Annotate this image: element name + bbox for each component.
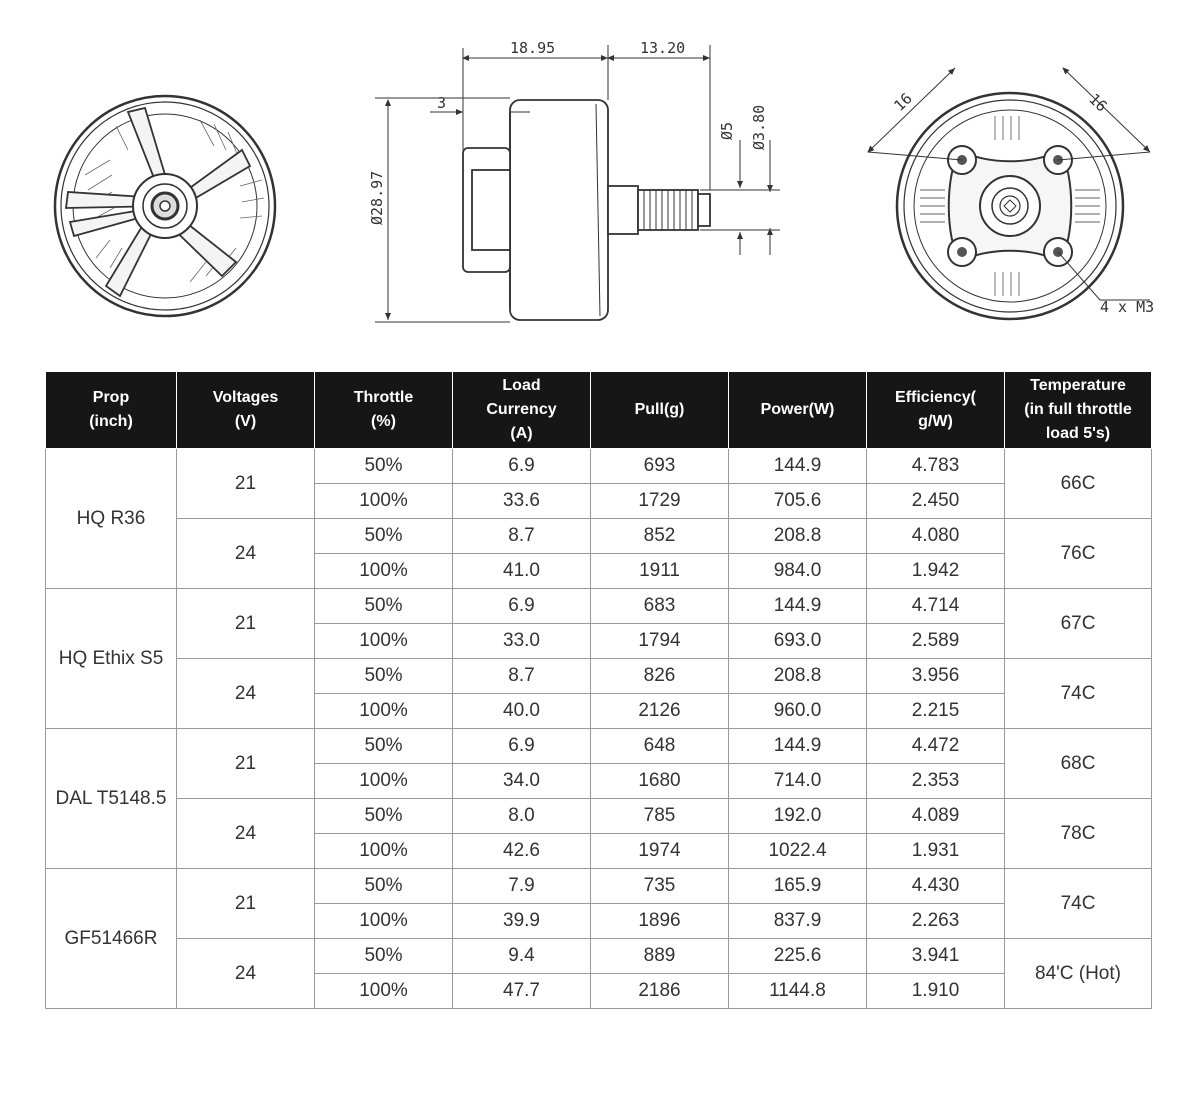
throttle-cell: 50% [315, 449, 453, 484]
table-body [46, 449, 1152, 1009]
header-throttle-line: Throttle [353, 389, 414, 406]
header-prop-line: (inch) [89, 413, 133, 430]
voltage-cell: 24 [177, 939, 315, 1009]
header-pull [591, 372, 729, 449]
dim-shaft-inner: Ø3.80 [750, 104, 768, 150]
throttle-cell: 50% [315, 659, 453, 694]
current-cell: 8.7 [453, 659, 591, 694]
power-cell: 705.6 [729, 484, 867, 519]
header-current [453, 372, 591, 449]
header-temperature-line: load 5's) [1045, 425, 1111, 442]
table-row [46, 869, 1152, 904]
pull-cell: 693 [591, 449, 729, 484]
voltage-cell: 21 [177, 729, 315, 799]
throttle-cell: 100% [315, 834, 453, 869]
motor-bottom-view [897, 93, 1123, 319]
motor-technical-drawings [0, 0, 1200, 350]
prop-cell: DAL T5148.5 [46, 729, 177, 869]
power-cell: 165.9 [729, 869, 867, 904]
dim-hole-spacing-b: 16 [1085, 89, 1111, 116]
temperature-cell: 67C [1005, 589, 1152, 659]
header-current-line: Currency [486, 401, 557, 418]
dim-length-a: 18.95 [510, 39, 556, 57]
efficiency-cell: 4.472 [867, 729, 1005, 764]
voltage-cell: 21 [177, 449, 315, 519]
throttle-cell: 100% [315, 974, 453, 1009]
power-cell: 984.0 [729, 554, 867, 589]
voltage-cell: 21 [177, 589, 315, 659]
header-prop [46, 372, 177, 449]
pull-cell: 2186 [591, 974, 729, 1009]
throttle-cell: 50% [315, 869, 453, 904]
power-cell: 192.0 [729, 799, 867, 834]
efficiency-cell: 4.783 [867, 449, 1005, 484]
temperature-cell: 74C [1005, 869, 1152, 939]
current-cell: 9.4 [453, 939, 591, 974]
table-row [46, 589, 1152, 624]
header-temperature-line: Temperature [1030, 377, 1126, 394]
current-cell: 34.0 [453, 764, 591, 799]
efficiency-cell: 1.931 [867, 834, 1005, 869]
pull-cell: 1896 [591, 904, 729, 939]
prop-cell: HQ R36 [46, 449, 177, 589]
power-cell: 960.0 [729, 694, 867, 729]
power-cell: 714.0 [729, 764, 867, 799]
pull-cell: 735 [591, 869, 729, 904]
current-cell: 7.9 [453, 869, 591, 904]
throttle-cell: 50% [315, 589, 453, 624]
dim-hole-spacing-a: 16 [890, 89, 916, 115]
power-cell: 1022.4 [729, 834, 867, 869]
efficiency-cell: 3.941 [867, 939, 1005, 974]
dim-length-b: 13.20 [640, 39, 686, 57]
pull-cell: 785 [591, 799, 729, 834]
power-cell: 1144.8 [729, 974, 867, 1009]
motor-test-table [45, 371, 1152, 1009]
header-power [729, 372, 867, 449]
efficiency-cell: 2.450 [867, 484, 1005, 519]
header-throttle [315, 372, 453, 449]
temperature-cell: 74C [1005, 659, 1152, 729]
throttle-cell: 100% [315, 554, 453, 589]
throttle-cell: 50% [315, 939, 453, 974]
efficiency-cell: 4.714 [867, 589, 1005, 624]
power-cell: 144.9 [729, 729, 867, 764]
throttle-cell: 100% [315, 764, 453, 799]
dim-screws: 4 x M3 [1100, 298, 1155, 316]
header-power-line: Power(W) [760, 401, 835, 418]
pull-cell: 1911 [591, 554, 729, 589]
header-temperature-line: (in full throttle [1024, 401, 1132, 418]
pull-cell: 826 [591, 659, 729, 694]
current-cell: 8.0 [453, 799, 591, 834]
power-cell: 208.8 [729, 519, 867, 554]
prop-cell: GF51466R [46, 869, 177, 1009]
efficiency-cell: 4.430 [867, 869, 1005, 904]
dim-diameter: Ø28.97 [368, 170, 386, 225]
efficiency-cell: 3.956 [867, 659, 1005, 694]
header-efficiency [867, 372, 1005, 449]
current-cell: 33.0 [453, 624, 591, 659]
header-current-line: (A) [510, 425, 533, 442]
efficiency-cell: 2.215 [867, 694, 1005, 729]
temperature-cell: 78C [1005, 799, 1152, 869]
table-row [46, 449, 1152, 484]
header-efficiency-line: Efficiency( [895, 389, 976, 406]
temperature-cell: 76C [1005, 519, 1152, 589]
efficiency-cell: 2.589 [867, 624, 1005, 659]
table-row [46, 799, 1152, 834]
pull-cell: 1974 [591, 834, 729, 869]
header-pull-line: Pull(g) [634, 401, 685, 418]
pull-cell: 648 [591, 729, 729, 764]
voltage-cell: 24 [177, 799, 315, 869]
power-cell: 144.9 [729, 449, 867, 484]
pull-cell: 852 [591, 519, 729, 554]
header-voltage-line: (V) [234, 413, 257, 430]
table-row [46, 519, 1152, 554]
current-cell: 42.6 [453, 834, 591, 869]
throttle-cell: 50% [315, 519, 453, 554]
throttle-cell: 100% [315, 904, 453, 939]
dim-shaft-outer: Ø5 [718, 121, 736, 140]
temperature-cell: 84'C (Hot) [1005, 939, 1152, 1009]
pull-cell: 1729 [591, 484, 729, 519]
temperature-cell: 66C [1005, 449, 1152, 519]
current-cell: 8.7 [453, 519, 591, 554]
header-voltage-line: Voltages [212, 389, 279, 406]
power-cell: 225.6 [729, 939, 867, 974]
temperature-cell: 68C [1005, 729, 1152, 799]
current-cell: 6.9 [453, 449, 591, 484]
throttle-cell: 100% [315, 694, 453, 729]
header-prop-line: Prop [92, 389, 130, 406]
power-cell: 208.8 [729, 659, 867, 694]
voltage-cell: 24 [177, 659, 315, 729]
dim-step: 3 [437, 94, 447, 112]
header-voltage [177, 372, 315, 449]
prop-cell: HQ Ethix S5 [46, 589, 177, 729]
power-cell: 693.0 [729, 624, 867, 659]
throttle-cell: 100% [315, 484, 453, 519]
current-cell: 6.9 [453, 589, 591, 624]
efficiency-cell: 4.080 [867, 519, 1005, 554]
voltage-cell: 24 [177, 519, 315, 589]
pull-cell: 683 [591, 589, 729, 624]
pull-cell: 2126 [591, 694, 729, 729]
motor-side-view [463, 100, 710, 320]
pull-cell: 889 [591, 939, 729, 974]
current-cell: 47.7 [453, 974, 591, 1009]
pull-cell: 1794 [591, 624, 729, 659]
motor-top-view [55, 96, 275, 316]
efficiency-cell: 4.089 [867, 799, 1005, 834]
header-temperature [1005, 372, 1152, 449]
current-cell: 6.9 [453, 729, 591, 764]
pull-cell: 1680 [591, 764, 729, 799]
table-header-row [46, 372, 1152, 449]
header-efficiency-line: g/W) [918, 413, 953, 430]
table-row [46, 729, 1152, 764]
efficiency-cell: 2.263 [867, 904, 1005, 939]
voltage-cell: 21 [177, 869, 315, 939]
current-cell: 40.0 [453, 694, 591, 729]
current-cell: 33.6 [453, 484, 591, 519]
throttle-cell: 50% [315, 799, 453, 834]
current-cell: 39.9 [453, 904, 591, 939]
table-row [46, 939, 1152, 974]
throttle-cell: 50% [315, 729, 453, 764]
current-cell: 41.0 [453, 554, 591, 589]
efficiency-cell: 2.353 [867, 764, 1005, 799]
power-cell: 837.9 [729, 904, 867, 939]
power-cell: 144.9 [729, 589, 867, 624]
header-throttle-line: (%) [371, 413, 396, 430]
efficiency-cell: 1.942 [867, 554, 1005, 589]
table-row [46, 659, 1152, 694]
header-current-line: Load [502, 377, 541, 394]
efficiency-cell: 1.910 [867, 974, 1005, 1009]
throttle-cell: 100% [315, 624, 453, 659]
